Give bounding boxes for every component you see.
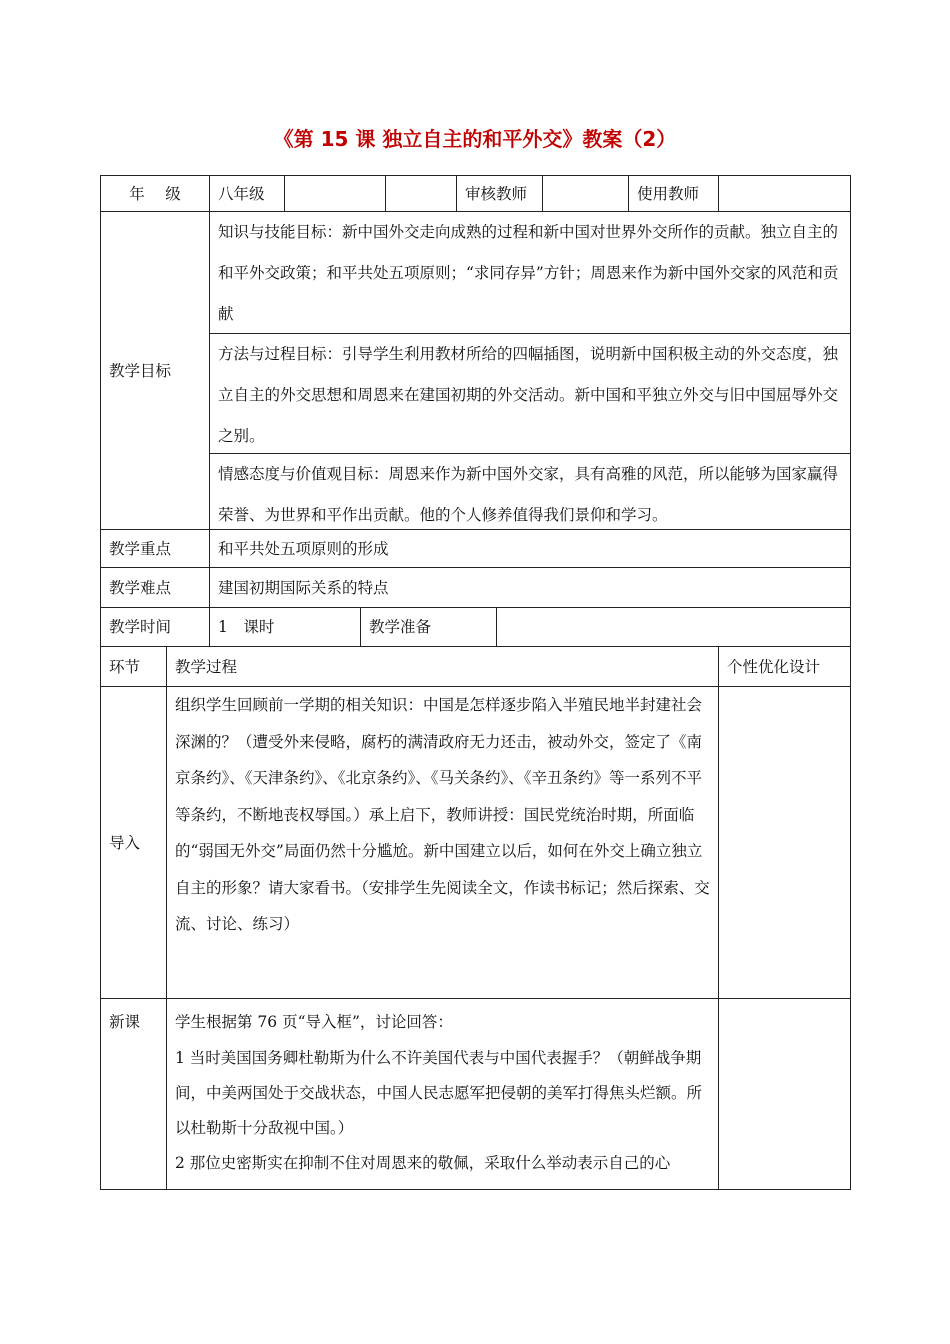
newlesson-line1: 学生根据第 76 页“导入框”，讨论回答：: [175, 1013, 453, 1031]
personal-header: 个性优化设计: [718, 646, 851, 687]
grade-label: 年 级: [100, 175, 210, 212]
document-title: 《第 15 课 独立自主的和平外交》教案（2）: [273, 127, 677, 151]
intro-text: 组织学生回顾前一学期的相关知识：中国是怎样逐步陷入半殖民地半封建社会深渊的？（遭受外来侵略，腐朽的满清政府无力还击，被动外交，签定了《南京条约》、《天津条约》、《北京条约》、《马关条约》、《辛丑条约》等一系列不平等条约，不断地丧权辱国。）承上启下，教师讲授：国民党统治时期，所面临的“弱国无外交”局面仍然十分尴尬。新中国建立以后，如何在外交上确立独立自主的形象？请大家看书。（安排学生先阅读全文，作读书标记；然后探索、交流、讨论、练习）: [166, 686, 719, 999]
objectives-label: 教学目标: [100, 211, 210, 530]
time-value: 1 课时: [209, 607, 361, 647]
time-label: 教学时间: [100, 607, 210, 647]
objective-knowledge: 知识与技能目标：新中国外交走向成熟的过程和新中国对世界外交所作的贡献。独立自主的和平外交政策；和平共处五项原则；“求同存异”方针；周恩来作为新中国外交家的风范和贡献: [209, 211, 851, 334]
blank-cell-1: [284, 175, 386, 212]
newlesson-q2: 2 那位史密斯实在抑制不住对周恩来的敬佩，采取什么举动表示自己的心: [175, 1154, 671, 1172]
focus-value: 和平共处五项原则的形成: [209, 529, 851, 568]
difficulty-label: 教学难点: [100, 567, 210, 608]
objective-emotion: 情感态度与价值观目标：周恩来作为新中国外交家，具有高雅的风范，所以能够为国家赢得荣誉、为世界和平作出贡献。他的个人修养值得我们景仰和学习。: [209, 453, 851, 530]
newlesson-q1: 1 当时美国国务卿杜勒斯为什么不许美国代表与中国代表握手？（朝鲜战争期间，中美两国处于交战状态，中国人民志愿军把侵朝的美军打得焦头烂额。所以杜勒斯十分敌视中国。）: [175, 1049, 703, 1137]
stage-header: 环节: [100, 646, 167, 687]
newlesson-label: 新课: [100, 998, 167, 1190]
prep-label: 教学准备: [360, 607, 497, 647]
difficulty-value: 建国初期国际关系的特点: [209, 567, 851, 608]
newlesson-content: [166, 998, 719, 1190]
intro-label: 导入: [100, 686, 167, 999]
blank-cell-2: [385, 175, 457, 212]
focus-label: 教学重点: [100, 529, 210, 568]
prep-value: [496, 607, 851, 647]
newlesson-personal: [718, 998, 851, 1190]
objective-method: 方法与过程目标：引导学生利用教材所给的四幅插图，说明新中国积极主动的外交态度，独立自主的外交思想和周恩来在建国初期的外交活动。新中国和平独立外交与旧中国屈辱外交之别。: [209, 333, 851, 454]
user-label: 使用教师: [628, 175, 719, 212]
intro-personal: [718, 686, 851, 999]
user-value: [718, 175, 851, 212]
reviewer-value: [542, 175, 629, 212]
process-header: 教学过程: [166, 646, 719, 687]
reviewer-label: 审核教师: [456, 175, 543, 212]
grade-value: 八年级: [209, 175, 285, 212]
